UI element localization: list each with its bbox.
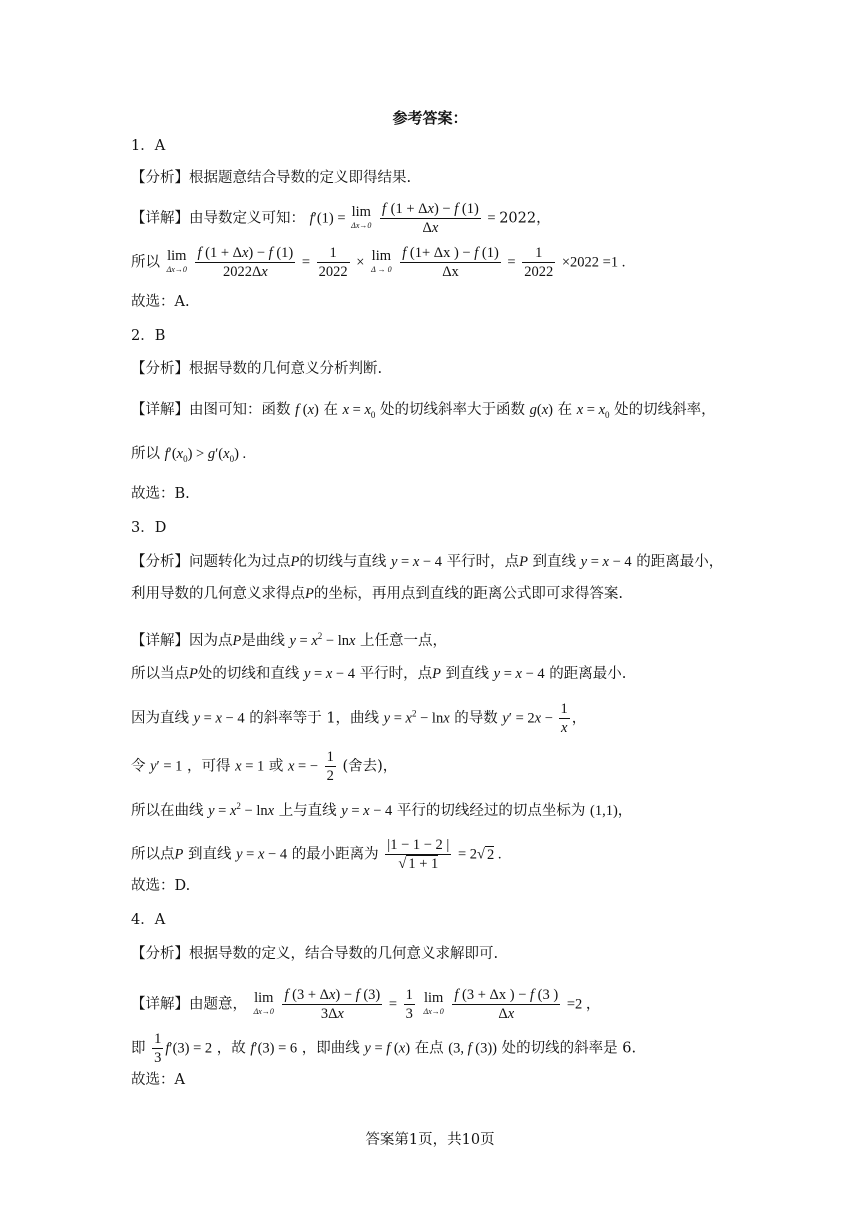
q3-text: 平行的切线经过的切点坐标为 bbox=[396, 802, 586, 819]
q4-detail: 【详解】由题意， lim Δx→0 $\frac{f (3 + \Delta x) - f (3)}{3\Delta x}$ = $\frac{1}{3}$ lim Δx→0 $\frac{f (3 + \Delta x ) - f (3 )}{\Delta x}$ =2 ， bbox=[131, 987, 601, 1022]
q1-number: 1．A bbox=[131, 138, 166, 154]
q2-detail: 【详解】由图可知：函数 f (x) 在 $x = x_0$ 处的切线斜率大于函数 g(x) 在 $x = x_0$ 处的切线斜率， bbox=[131, 402, 716, 420]
q1-answer: 故选：A. bbox=[131, 294, 190, 310]
q3-text: 平行时，点 bbox=[359, 666, 433, 682]
q4-analysis: 【分析】根据导数的定义，结合导数的几何意义求解即可. bbox=[131, 946, 499, 962]
q3-text: 【详解】因为点 bbox=[131, 632, 233, 649]
q2-detail-b: 在 bbox=[323, 402, 338, 418]
q2-detail-a: 【详解】由图可知：函数 bbox=[131, 402, 291, 418]
q3-text: 所以当点 bbox=[131, 666, 189, 682]
q3-text: 的切线与直线 bbox=[299, 554, 387, 570]
q3-text: 【分析】问题转化为过点 bbox=[131, 554, 291, 570]
q3-text: 所以点 bbox=[131, 846, 175, 863]
q3-text: 的距离最小. bbox=[549, 666, 627, 682]
q3-detail-6: 所以点P 到直线 y = x − 4 的最小距离为 $\frac{|1 - 1 - 2 |}{√ 1 + 1}$ = 2√ 2 . bbox=[131, 837, 502, 872]
q3-text: 到直线 bbox=[532, 554, 577, 570]
q4-line2: 即 $\frac{1}{3}$ f′(3) = 2 ，故 f′(3) = 6 ，即曲线 y = f (x) 在点 (3, f (3)) 处的切线的斜率是 6. bbox=[131, 1031, 637, 1066]
q3-text: (舍去)， bbox=[342, 758, 398, 775]
q1-detail-label: 【详解】由导数定义可知： bbox=[131, 210, 305, 227]
q3-answer: 故选：D. bbox=[131, 878, 191, 894]
page-footer: 答案第1页，共10页 bbox=[365, 1132, 495, 1148]
q3-text: 所以在曲线 bbox=[131, 802, 204, 819]
q2-line2-label: 所以 bbox=[131, 446, 160, 462]
q3-text: 的导数 bbox=[454, 710, 498, 727]
q4-number: 4．A bbox=[131, 912, 166, 928]
q3-text: ，可得 bbox=[187, 758, 231, 775]
q3-text: 上任意一点， bbox=[360, 632, 448, 649]
q2-answer: 故选：B. bbox=[131, 486, 190, 502]
q3-text: 上与直线 bbox=[278, 802, 337, 819]
q3-text: 利用导数的几何意义求得点 bbox=[131, 586, 305, 602]
q2-detail-d: 在 bbox=[557, 402, 573, 418]
q1-detail-value: 2022， bbox=[499, 210, 551, 227]
q3-analysis-1: 【分析】问题转化为过点P的切线与直线 y = x − 4 平行时，点P 到直线 y = x − 4 的距离最小， bbox=[131, 554, 724, 570]
q3-text: 到直线 bbox=[187, 846, 232, 863]
q4-answer: 故选：A bbox=[131, 1072, 185, 1088]
q2-detail-c: 处的切线斜率大于函数 bbox=[380, 402, 526, 418]
q3-analysis-2: 利用导数的几何意义求得点P的坐标，再用点到直线的距离公式即可求得答案. bbox=[131, 586, 623, 602]
q4-text: ，故 bbox=[216, 1040, 246, 1057]
q3-detail-2: 所以当点P处的切线和直线 y = x − 4 平行时，点P 到直线 y = x − 4 的距离最小. bbox=[131, 666, 627, 682]
q3-text: 是曲线 bbox=[241, 632, 285, 649]
q1-line2-value: 2022 =1 bbox=[570, 254, 619, 271]
page-title: 参考答案： bbox=[392, 109, 468, 127]
q3-text: 令 bbox=[131, 758, 146, 775]
q3-text: 的最小距离为 bbox=[291, 846, 379, 863]
q3-text: 处的切线和直线 bbox=[197, 666, 300, 682]
q1-line2: 所以 lim Δx→0 $\frac{f (1 + \Delta x) - f (1)}{2022\Delta x}$ = $\frac{1}{2022}$ × lim Δ → 0 $\frac{f (1+ \Delta x ) - f (1)}{\Delta x}$ = $\frac{1}{2022}$ ×2022 =1 . bbox=[131, 245, 626, 280]
q2-line2: 所以 $f'(x_0) > g'(x_0)$ . bbox=[131, 446, 247, 464]
q3-text: 的距离最小， bbox=[636, 554, 724, 570]
q2-analysis: 【分析】根据导数的几何意义分析判断. bbox=[131, 361, 383, 377]
q3-number: 3．D bbox=[131, 520, 167, 536]
q3-detail-3: 因为直线 y = x − 4 的斜率等于 1，曲线 $y = x^2 - \ln x$ 的导数 y′ = 2x − $\frac{1}{x}$ ， bbox=[131, 701, 587, 736]
q1-analysis: 【分析】根据题意结合导数的定义即得结果. bbox=[131, 170, 412, 186]
q3-text: 平行时，点 bbox=[446, 554, 520, 570]
q2-number: 2．B bbox=[131, 328, 166, 344]
q3-text: 因为直线 bbox=[131, 710, 189, 727]
q4-text: 即 bbox=[131, 1040, 146, 1057]
q4-text: ，即曲线 bbox=[301, 1040, 360, 1057]
q3-text: 或 bbox=[268, 758, 284, 775]
q3-detail-5: 所以在曲线 $y = x^2 - \ln x$ 上与直线 y = x − 4 平行的切线经过的切点坐标为 (1,1)， bbox=[131, 801, 633, 819]
q3-text: 的坐标，再用点到直线的距离公式即可求得答案. bbox=[313, 586, 623, 602]
q1-detail: 【详解】由导数定义可知： f′(1) = lim Δx→0 $\frac{f (1 + \Delta x) - f (1)}{\Delta x}$ = 2022， bbox=[131, 201, 551, 236]
q1-line2-label: 所以 bbox=[131, 254, 160, 271]
q3-text: 到直线 bbox=[445, 666, 490, 682]
q3-text: 的斜率等于 1，曲线 bbox=[249, 710, 380, 727]
q2-detail-e: 处的切线斜率， bbox=[614, 402, 716, 418]
q4-detail-label: 【详解】由题意， bbox=[131, 996, 247, 1013]
q4-text: 在点 bbox=[414, 1040, 444, 1057]
q4-text: 处的切线的斜率是 6. bbox=[501, 1040, 637, 1057]
q3-detail-1: 【详解】因为点P是曲线 $y = x^2 - \ln x$ 上任意一点， bbox=[131, 631, 448, 649]
q3-detail-4: 令 y′ = 1 ，可得 x = 1 或 x = − $\frac{1}{2}$ (舍去)， bbox=[131, 749, 398, 784]
